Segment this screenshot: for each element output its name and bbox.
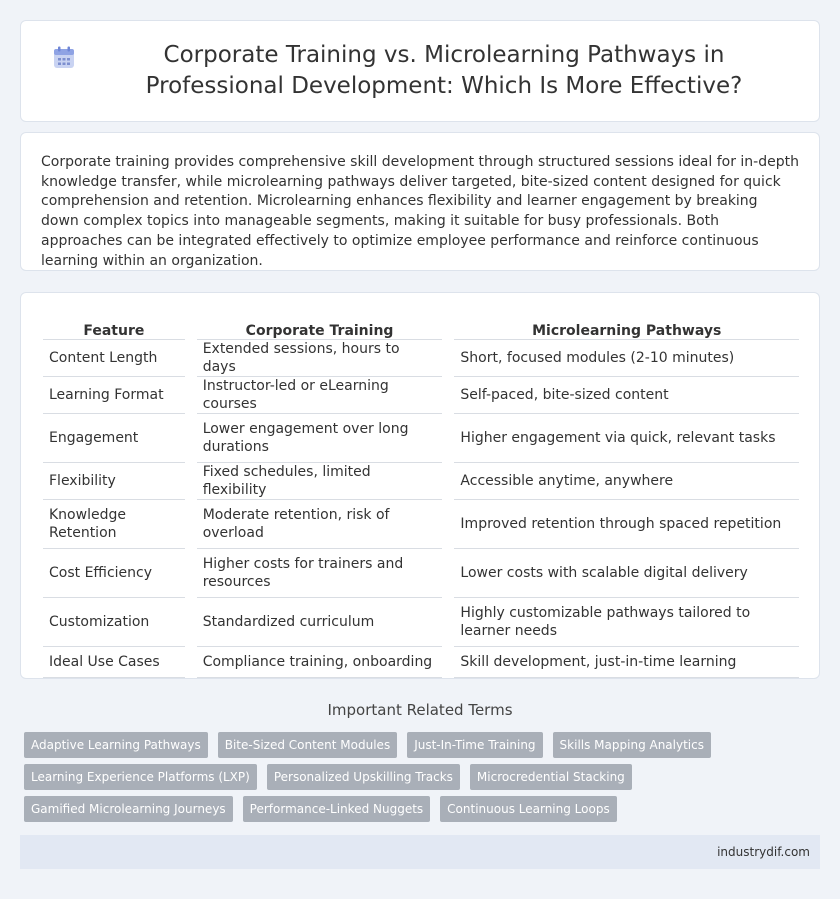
related-term-tag[interactable]: Bite-Sized Content Modules xyxy=(218,732,397,758)
header-card xyxy=(20,20,820,122)
related-term-tag[interactable]: Performance-Linked Nuggets xyxy=(243,796,431,822)
corporate-cell: Lower engagement over long durations xyxy=(197,414,443,463)
table-header-row xyxy=(43,313,799,340)
comparison-table xyxy=(43,313,799,678)
corporate-cell: Extended sessions, hours to days xyxy=(197,340,443,377)
table-row xyxy=(43,414,799,463)
table-row xyxy=(43,377,799,414)
feature-cell: Cost Efficiency xyxy=(43,549,185,598)
table-row xyxy=(43,463,799,500)
calendar-icon xyxy=(51,45,77,71)
footer-bar xyxy=(20,835,820,869)
related-term-tag[interactable]: Skills Mapping Analytics xyxy=(553,732,711,758)
page-title: Corporate Training vs. Microlearning Pathways in Professional Development: Which Is More Effective? xyxy=(145,42,743,99)
table-row xyxy=(43,549,799,598)
intro-paragraph: Corporate training provides comprehensive skill development through structured sessions ideal for in-depth knowledge transfer, while microlearning pathways deliver targeted, bite-sized content designed for quick comprehension and retention. Microlearning enhances flexibility and learner engagement by breaking down complex topics into manageable segments, making it suitable for busy professionals. Both approaches can be integrated effectively to optimize employee performance and reinforce continuous learning within an organization. xyxy=(41,154,799,269)
microlearning-cell: Short, focused modules (2-10 minutes) xyxy=(454,340,799,377)
microlearning-cell: Higher engagement via quick, relevant tasks xyxy=(454,414,799,463)
feature-cell: Knowledge Retention xyxy=(43,500,185,549)
corporate-cell: Instructor-led or eLearning courses xyxy=(197,377,443,414)
related-term-tag[interactable]: Just-In-Time Training xyxy=(407,732,542,758)
table-row xyxy=(43,340,799,377)
intro-card xyxy=(20,132,820,271)
feature-cell: Engagement xyxy=(43,414,185,463)
related-terms-heading: Important Related Terms xyxy=(327,701,513,719)
feature-cell: Customization xyxy=(43,598,185,647)
table-row xyxy=(43,647,799,678)
microlearning-cell: Accessible anytime, anywhere xyxy=(454,463,799,500)
table-row xyxy=(43,598,799,647)
corporate-cell: Standardized curriculum xyxy=(197,598,443,647)
corporate-cell: Fixed schedules, limited flexibility xyxy=(197,463,443,500)
microlearning-cell: Lower costs with scalable digital delivery xyxy=(454,549,799,598)
related-term-tag[interactable]: Adaptive Learning Pathways xyxy=(24,732,208,758)
feature-cell: Flexibility xyxy=(43,463,185,500)
related-term-tag[interactable]: Personalized Upskilling Tracks xyxy=(267,764,460,790)
microlearning-cell: Self-paced, bite-sized content xyxy=(454,377,799,414)
corporate-cell: Moderate retention, risk of overload xyxy=(197,500,443,549)
table-row xyxy=(43,500,799,549)
related-term-tag[interactable]: Learning Experience Platforms (LXP) xyxy=(24,764,257,790)
feature-cell: Content Length xyxy=(43,340,185,377)
corporate-cell: Higher costs for trainers and resources xyxy=(197,549,443,598)
related-terms-tags xyxy=(20,732,820,828)
corporate-cell: Compliance training, onboarding xyxy=(197,647,443,678)
column-header-corporate-training: Corporate Training xyxy=(197,313,443,340)
comparison-card xyxy=(20,292,820,679)
microlearning-cell: Highly customizable pathways tailored to learner needs xyxy=(454,598,799,647)
footer-site-link[interactable]: industrydif.com xyxy=(717,845,810,859)
related-term-tag[interactable]: Gamified Microlearning Journeys xyxy=(24,796,233,822)
related-terms-section xyxy=(20,700,820,828)
feature-cell: Ideal Use Cases xyxy=(43,647,185,678)
column-header-microlearning: Microlearning Pathways xyxy=(454,313,799,340)
related-term-tag[interactable]: Continuous Learning Loops xyxy=(440,796,617,822)
related-term-tag[interactable]: Microcredential Stacking xyxy=(470,764,632,790)
microlearning-cell: Improved retention through spaced repetition xyxy=(454,500,799,549)
column-header-feature: Feature xyxy=(43,313,185,340)
microlearning-cell: Skill development, just-in-time learning xyxy=(454,647,799,678)
feature-cell: Learning Format xyxy=(43,377,185,414)
